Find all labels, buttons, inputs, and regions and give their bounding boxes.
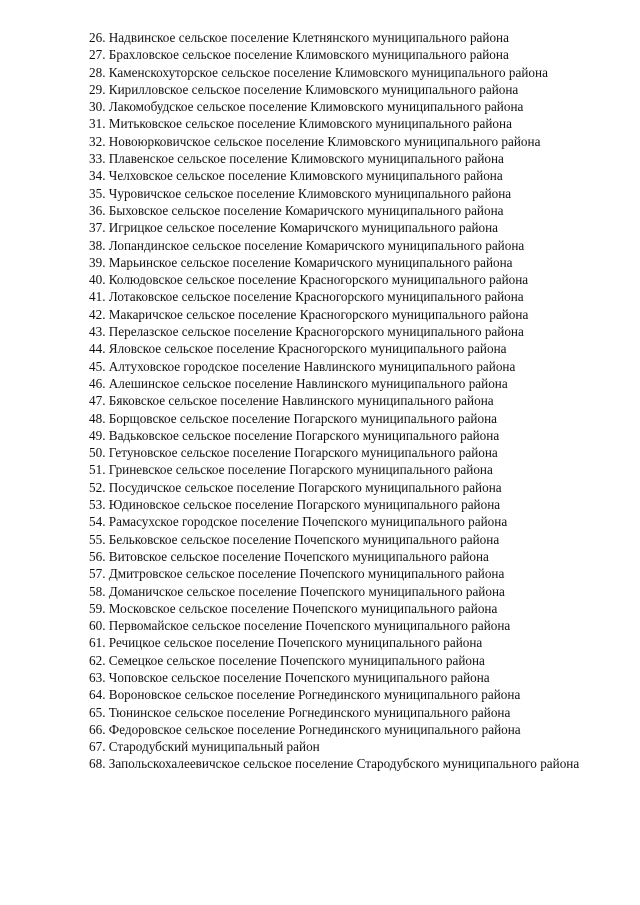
- document-page: [89, 29, 605, 773]
- item-number: 37.: [89, 220, 106, 236]
- list-item: [89, 29, 605, 46]
- list-item: [89, 513, 605, 530]
- item-text: Рамасухское городское поселение Почепского муниципального района: [108, 514, 508, 530]
- item-number: 67.: [89, 739, 106, 755]
- item-number: 38.: [89, 237, 106, 253]
- list-item: [89, 150, 605, 167]
- item-text: Вадьковское сельское поселение Погарского муниципального района: [108, 427, 500, 443]
- item-text: Плавенское сельское поселение Климовского муниципального района: [108, 151, 504, 167]
- item-text: Алтуховское городское поселение Навлинского муниципального района: [108, 358, 516, 374]
- item-text: Макаричское сельское поселение Красногорского муниципального района: [108, 306, 529, 322]
- list-item: [89, 427, 605, 444]
- item-text: Федоровское сельское поселение Рогнединского муниципального района: [108, 721, 521, 737]
- list-item: [89, 738, 605, 755]
- list-item: [89, 583, 605, 600]
- item-text: Тюнинское сельское поселение Рогнединского муниципального района: [108, 704, 511, 720]
- list-item: [89, 375, 605, 392]
- item-text: Гриневское сельское поселение Погарского муниципального района: [108, 462, 493, 478]
- item-text: Чоповское сельское поселение Почепского муниципального района: [108, 669, 490, 685]
- item-text: Московское сельское поселение Почепского муниципального района: [108, 600, 498, 616]
- item-text: Стародубский муниципальный район: [108, 739, 320, 755]
- item-number: 36.: [89, 202, 106, 218]
- item-number: 64.: [89, 687, 106, 703]
- list-item: [89, 686, 605, 703]
- item-text: Первомайское сельское поселение Почепского муниципального района: [108, 618, 511, 634]
- list-item: [89, 410, 605, 427]
- item-text: Юдиновское сельское поселение Погарского муниципального района: [108, 497, 501, 513]
- item-number: 52.: [89, 479, 106, 495]
- list-item: [89, 167, 605, 184]
- item-number: 29.: [89, 81, 106, 97]
- item-text: Перелазское сельское поселение Красногорского муниципального района: [108, 324, 524, 340]
- item-text: Каменскохуторское сельское поселение Климовского муниципального района: [108, 64, 548, 80]
- list-item: [89, 219, 605, 236]
- list-item: [89, 444, 605, 461]
- item-text: Новоюрковичское сельское поселение Климовского муниципального района: [108, 133, 541, 149]
- item-number: 61.: [89, 635, 106, 651]
- list-item: [89, 704, 605, 721]
- item-number: 68.: [89, 756, 106, 772]
- list-item: [89, 323, 605, 340]
- item-number: 28.: [89, 64, 106, 80]
- item-number: 27.: [89, 47, 106, 63]
- item-number: 34.: [89, 168, 106, 184]
- list-item: [89, 617, 605, 634]
- item-text: Челховское сельское поселение Климовского муниципального района: [108, 168, 503, 184]
- list-item: [89, 358, 605, 375]
- item-text: Бельковское сельское поселение Почепского муниципального района: [108, 531, 500, 547]
- item-text: Быховское сельское поселение Комаричского муниципального района: [108, 202, 504, 218]
- list-item: [89, 64, 605, 81]
- item-number: 63.: [89, 669, 106, 685]
- list-item: [89, 755, 605, 772]
- list-item: [89, 133, 605, 150]
- item-number: 40.: [89, 272, 106, 288]
- item-text: Гетуновское сельское поселение Погарского муниципального района: [108, 445, 498, 461]
- item-number: 65.: [89, 704, 106, 720]
- item-number: 57.: [89, 566, 106, 582]
- item-text: Борщовское сельское поселение Погарского муниципального района: [108, 410, 497, 426]
- item-number: 55.: [89, 531, 106, 547]
- list-item: [89, 98, 605, 115]
- item-number: 43.: [89, 324, 106, 340]
- item-number: 26.: [89, 30, 106, 45]
- list-item: [89, 461, 605, 478]
- list-item: [89, 669, 605, 686]
- list-item: [89, 81, 605, 98]
- list-item: [89, 548, 605, 565]
- item-number: 44.: [89, 341, 106, 357]
- list-item: [89, 254, 605, 271]
- item-text: Марьинское сельское поселение Комаричского муниципального района: [108, 254, 513, 270]
- list-item: [89, 531, 605, 548]
- list-item: [89, 479, 605, 496]
- item-number: 46.: [89, 375, 106, 391]
- item-number: 58.: [89, 583, 106, 599]
- item-number: 32.: [89, 133, 106, 149]
- item-number: 51.: [89, 462, 106, 478]
- item-text: Алешинское сельское поселение Навлинского муниципального района: [108, 375, 508, 391]
- item-text: Брахловское сельское поселение Климовского муниципального района: [108, 47, 509, 63]
- list-item: [89, 115, 605, 132]
- item-text: Кирилловское сельское поселение Климовского муниципального района: [108, 81, 519, 97]
- item-number: 33.: [89, 151, 106, 167]
- list-item: [89, 202, 605, 219]
- list-item: [89, 340, 605, 357]
- list-item: [89, 392, 605, 409]
- item-number: 60.: [89, 618, 106, 634]
- item-number: 53.: [89, 497, 106, 513]
- item-number: 54.: [89, 514, 106, 530]
- item-number: 41.: [89, 289, 106, 305]
- list-item: [89, 237, 605, 254]
- item-number: 31.: [89, 116, 106, 132]
- item-text: Дмитровское сельское поселение Почепского муниципального района: [108, 566, 505, 582]
- item-text: Речицкое сельское поселение Почепского муниципального района: [108, 635, 483, 651]
- item-text: Доманичское сельское поселение Почепского муниципального района: [108, 583, 505, 599]
- item-number: 62.: [89, 652, 106, 668]
- item-text: Игрицкое сельское поселение Комаричского муниципального района: [108, 220, 499, 236]
- item-number: 56.: [89, 548, 106, 564]
- list-item: [89, 185, 605, 202]
- item-number: 49.: [89, 427, 106, 443]
- item-text: Лотаковское сельское поселение Красногорского муниципального района: [108, 289, 524, 305]
- item-text: Вороновское сельское поселение Рогнединского муниципального района: [108, 687, 521, 703]
- item-text: Митьковское сельское поселение Климовского муниципального района: [108, 116, 512, 132]
- item-text: Колюдовское сельское поселение Красногорского муниципального района: [108, 272, 529, 288]
- item-number: 45.: [89, 358, 106, 374]
- item-text: Бяковское сельское поселение Навлинского муниципального района: [108, 393, 494, 409]
- item-number: 35.: [89, 185, 106, 201]
- list-item: [89, 271, 605, 288]
- list-item: [89, 565, 605, 582]
- list-item: [89, 600, 605, 617]
- item-number: 39.: [89, 254, 106, 270]
- item-text: Яловское сельское поселение Красногорского муниципального района: [108, 341, 507, 357]
- item-number: 30.: [89, 99, 106, 115]
- list-item: [89, 46, 605, 63]
- item-text: Семецкое сельское поселение Почепского муниципального района: [108, 652, 485, 668]
- item-number: 48.: [89, 410, 106, 426]
- list-item: [89, 306, 605, 323]
- list-item: [89, 721, 605, 738]
- list-item: [89, 634, 605, 651]
- item-text: Посудичское сельское поселение Погарского муниципального района: [108, 479, 502, 495]
- item-number: 42.: [89, 306, 106, 322]
- list-item: [89, 496, 605, 513]
- item-number: 47.: [89, 393, 106, 409]
- item-text: Надвинское сельское поселение Клетнянского муниципального района: [108, 30, 509, 45]
- item-text: Лопандинское сельское поселение Комаричского муниципального района: [108, 237, 525, 253]
- item-text: Запольскохалеевичское сельское поселение Стародубского муниципального района: [108, 756, 580, 772]
- item-text: Витовское сельское поселение Почепского муниципального района: [108, 548, 489, 564]
- item-number: 66.: [89, 721, 106, 737]
- item-number: 59.: [89, 600, 106, 616]
- item-text: Лакомобудское сельское поселение Климовского муниципального района: [108, 99, 524, 115]
- item-text: Чуровичское сельское поселение Климовского муниципального района: [108, 185, 512, 201]
- item-number: 50.: [89, 445, 106, 461]
- list-item: [89, 652, 605, 669]
- list-item: [89, 288, 605, 305]
